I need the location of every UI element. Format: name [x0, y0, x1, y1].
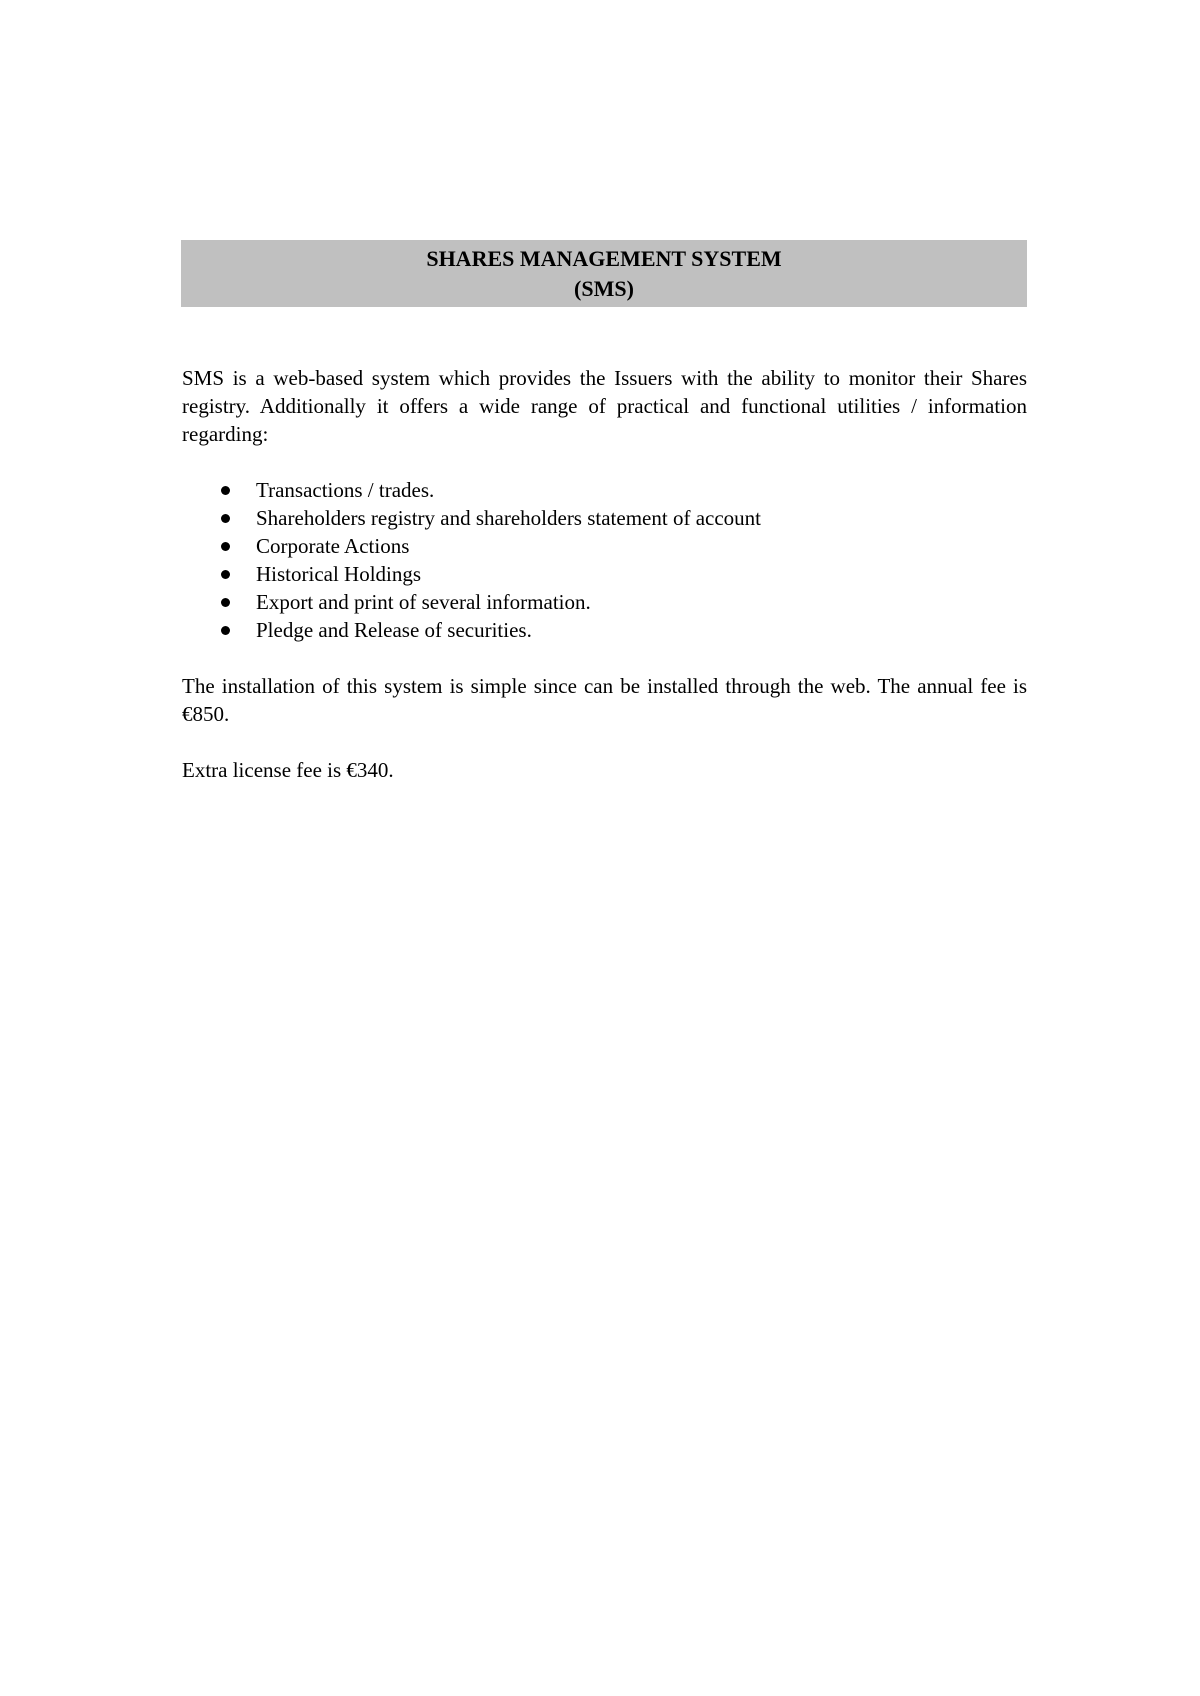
list-item — [182, 560, 1027, 588]
extra-license-paragraph: Extra license fee is €340. — [182, 758, 394, 782]
bullet-icon — [221, 626, 230, 635]
installation-paragraph: The installation of this system is simple since can be installed through the web. The annual fee is €850. — [182, 674, 1027, 726]
feature-list — [182, 476, 1027, 644]
bullet-icon — [221, 598, 230, 607]
list-item-text: Pledge and Release of securities. — [256, 618, 532, 642]
list-item — [182, 476, 1027, 504]
bullet-icon — [221, 542, 230, 551]
list-item — [182, 532, 1027, 560]
intro-paragraph: SMS is a web-based system which provides the Issuers with the ability to monitor their Shares registry. Additionally it offers a wide range of practical and functional utilities / information regarding: — [182, 366, 1027, 446]
list-item-text: Corporate Actions — [256, 534, 410, 558]
bullet-icon — [221, 514, 230, 523]
title-banner — [181, 240, 1027, 307]
list-item-text: Export and print of several information. — [256, 590, 591, 614]
list-item — [182, 616, 1027, 644]
document-subtitle: (SMS) — [574, 276, 634, 301]
list-item-text: Transactions / trades. — [256, 478, 435, 502]
bullet-icon — [221, 486, 230, 495]
list-item-text: Shareholders registry and shareholders statement of account — [256, 506, 761, 530]
list-item — [182, 504, 1027, 532]
document-body — [182, 364, 1027, 784]
bullet-icon — [221, 570, 230, 579]
list-item — [182, 588, 1027, 616]
document-title: SHARES MANAGEMENT SYSTEM — [426, 246, 782, 271]
list-item-text: Historical Holdings — [256, 562, 422, 586]
